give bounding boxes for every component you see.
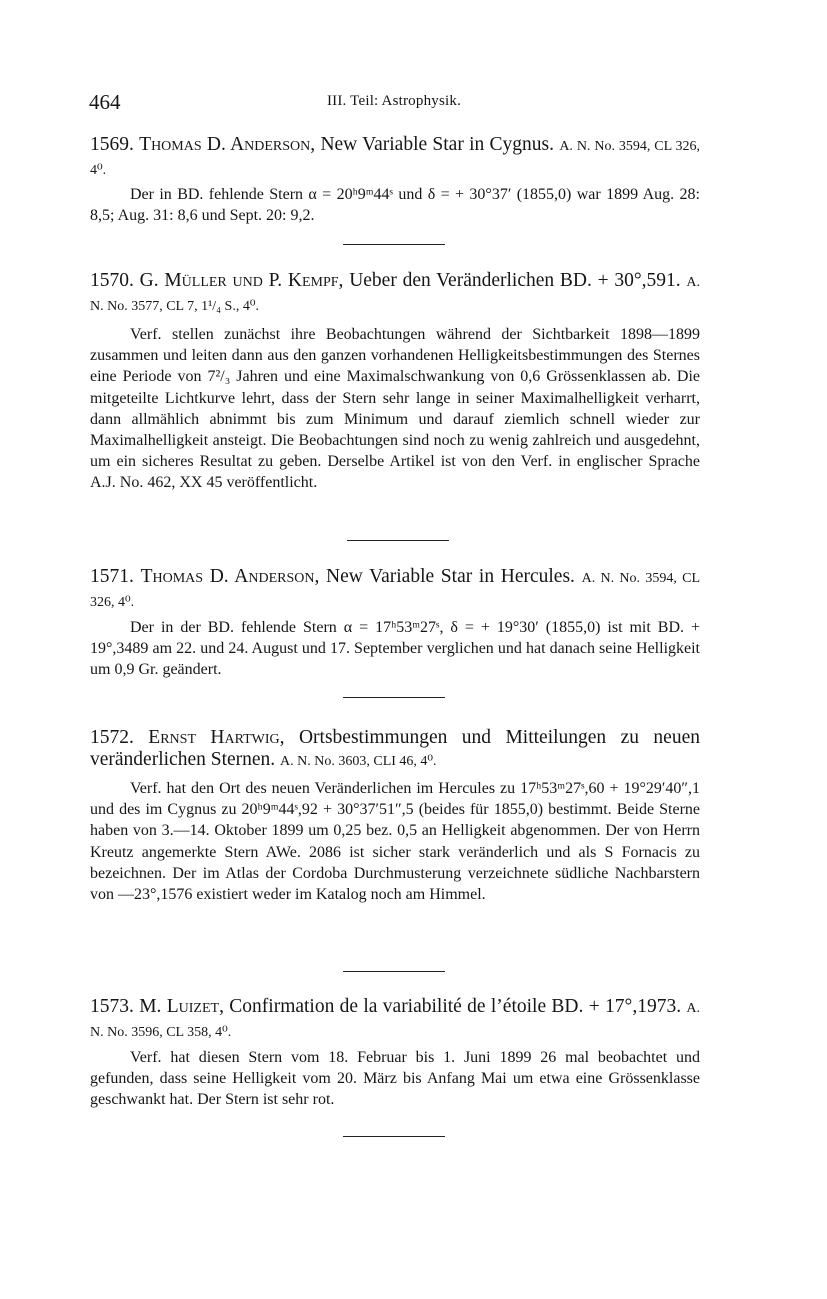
entry-title [90, 134, 700, 182]
entry-reference: A. N. No. 3594, CL 326, 4⁰. [90, 139, 701, 178]
entry-text: Verf. hat den Ort des neuen Veränderlichen im Hercules zu 17ʰ53ᵐ27ˢ,60 + 19°29′40″,1 und des im Cygnus zu 20ʰ9ᵐ44ˢ,92 + 30°37′51″,5 (beides für 1855,0) bestimmt. Beide Sterne haben von 3.—14. Oktober 1899 um 0,25 bez. 0,5 an Helligkeit abgenommen. Der von Herrn Kreutz angemerkte Stern AWe. 2086 ist sicher stark veränderlich und als S Fornacis zu bezeichnen. Der im Atlas der Cordoba Durchmusterung verzeichnete südliche Nachbarstern von —23°,1576 existiert weder im Katalog noch am Himmel. [90, 780, 700, 904]
separator-rule [343, 971, 445, 972]
entry-reference: A. N. No. 3596, CL 358, 4⁰. [90, 1001, 701, 1040]
entry-1570 [90, 270, 700, 494]
entry-text: Verf. hat diesen Stern vom 18. Februar bis 1. Juni 1899 26 mal beobachtet und gefunden, dass seine Helligkeit vom 20. März bis Anfang Mai um etwa eine Grössenklasse geschwankt hat. Der Stern ist sehr rot. [90, 1049, 700, 1109]
entry-title [90, 270, 700, 318]
entry-heading: Ortsbestimmungen und Mitteilungen zu neuen veränderlichen Sternen. [90, 727, 700, 770]
entry-title [90, 727, 700, 773]
entry-1572 [90, 727, 700, 905]
entry-reference: A. N. No. 3577, CL 7, 1¹/₄ S., 4⁰. [90, 275, 701, 314]
entry-number: 1569. [90, 134, 134, 155]
entry-heading: New Variable Star in Cygnus. [320, 134, 555, 155]
entry-number: 1570. [90, 270, 134, 291]
page-header [89, 90, 699, 120]
entry-text: Der in BD. fehlende Stern α = 20ʰ9ᵐ44ˢ und δ = + 30°37′ (1855,0) war 1899 Aug. 28: 8,5; Aug. 31: 8,6 und Sept. 20: 9,2. [90, 186, 700, 225]
running-head: III. Teil: Astrophysik. [326, 93, 462, 109]
entry-heading: New Variable Star in Hercules. [326, 566, 575, 587]
entry-number: 1573. [90, 996, 134, 1017]
entry-author: Ernst Hartwig, [148, 727, 285, 748]
entry-text: Der in der BD. fehlende Stern α = 17ʰ53ᵐ27ˢ, δ = + 19°30′ (1855,0) ist mit BD. + 19°,3489 am 22. und 24. August und 17. September verglichen und hat danach seine Helligkeit um 0,9 Gr. geändert. [90, 619, 700, 679]
entry-author: M. Luizet, [139, 996, 224, 1017]
entry-number: 1572. [90, 727, 134, 748]
entry-number: 1571. [90, 566, 134, 587]
entry-author: Thomas D. Anderson, [140, 566, 320, 587]
separator-rule [343, 697, 445, 698]
entry-1573 [90, 996, 700, 1111]
entry-title [90, 996, 700, 1044]
entry-reference: A. N. No. 3603, CLI 46, 4⁰. [280, 754, 437, 769]
entry-reference: A. N. No. 3594, CL 326, 4⁰. [90, 571, 701, 610]
entry-author: Thomas D. Anderson, [139, 134, 316, 155]
separator-rule [347, 540, 449, 541]
entry-heading: Ueber den Veränderlichen BD. + 30°,591. [349, 270, 681, 291]
separator-rule [343, 244, 445, 245]
entry-1569 [90, 134, 700, 226]
entry-author: G. Müller und P. Kempf, [139, 270, 344, 291]
entry-1571 [90, 566, 700, 681]
entry-title [90, 566, 700, 614]
entry-text: Verf. stellen zunächst ihre Beobachtungen während der Sichtbarkeit 1898—1899 zusammen und leiten dann aus den ganzen vorhandenen Helligkeitsbestimmungen des Sternes eine Periode von 7²/₃ Jahren und eine Maximalschwankung von 0,6 Grössenklassen ab. Die mitgeteilte Lichtkurve lehrt, dass der Stern sehr lange in seiner Maximalhelligkeit verharrt, dann allmählich abnimmt bis zum Minimum und darauf ziemlich schnell wieder zur Maximalhelligkeit ansteigt. Die Beobachtungen sind noch zu wenig zahlreich und ausgedehnt, um ein sicheres Resultat zu geben. Derselbe Artikel ist von den Verf. in englischer Sprache A.J. No. 462, XX 45 veröffentlicht. [90, 326, 700, 492]
entry-heading: Confirmation de la variabilité de l’étoile BD. + 17°,1973. [229, 996, 682, 1017]
page-number: 464 [89, 90, 121, 114]
separator-rule [343, 1136, 445, 1137]
